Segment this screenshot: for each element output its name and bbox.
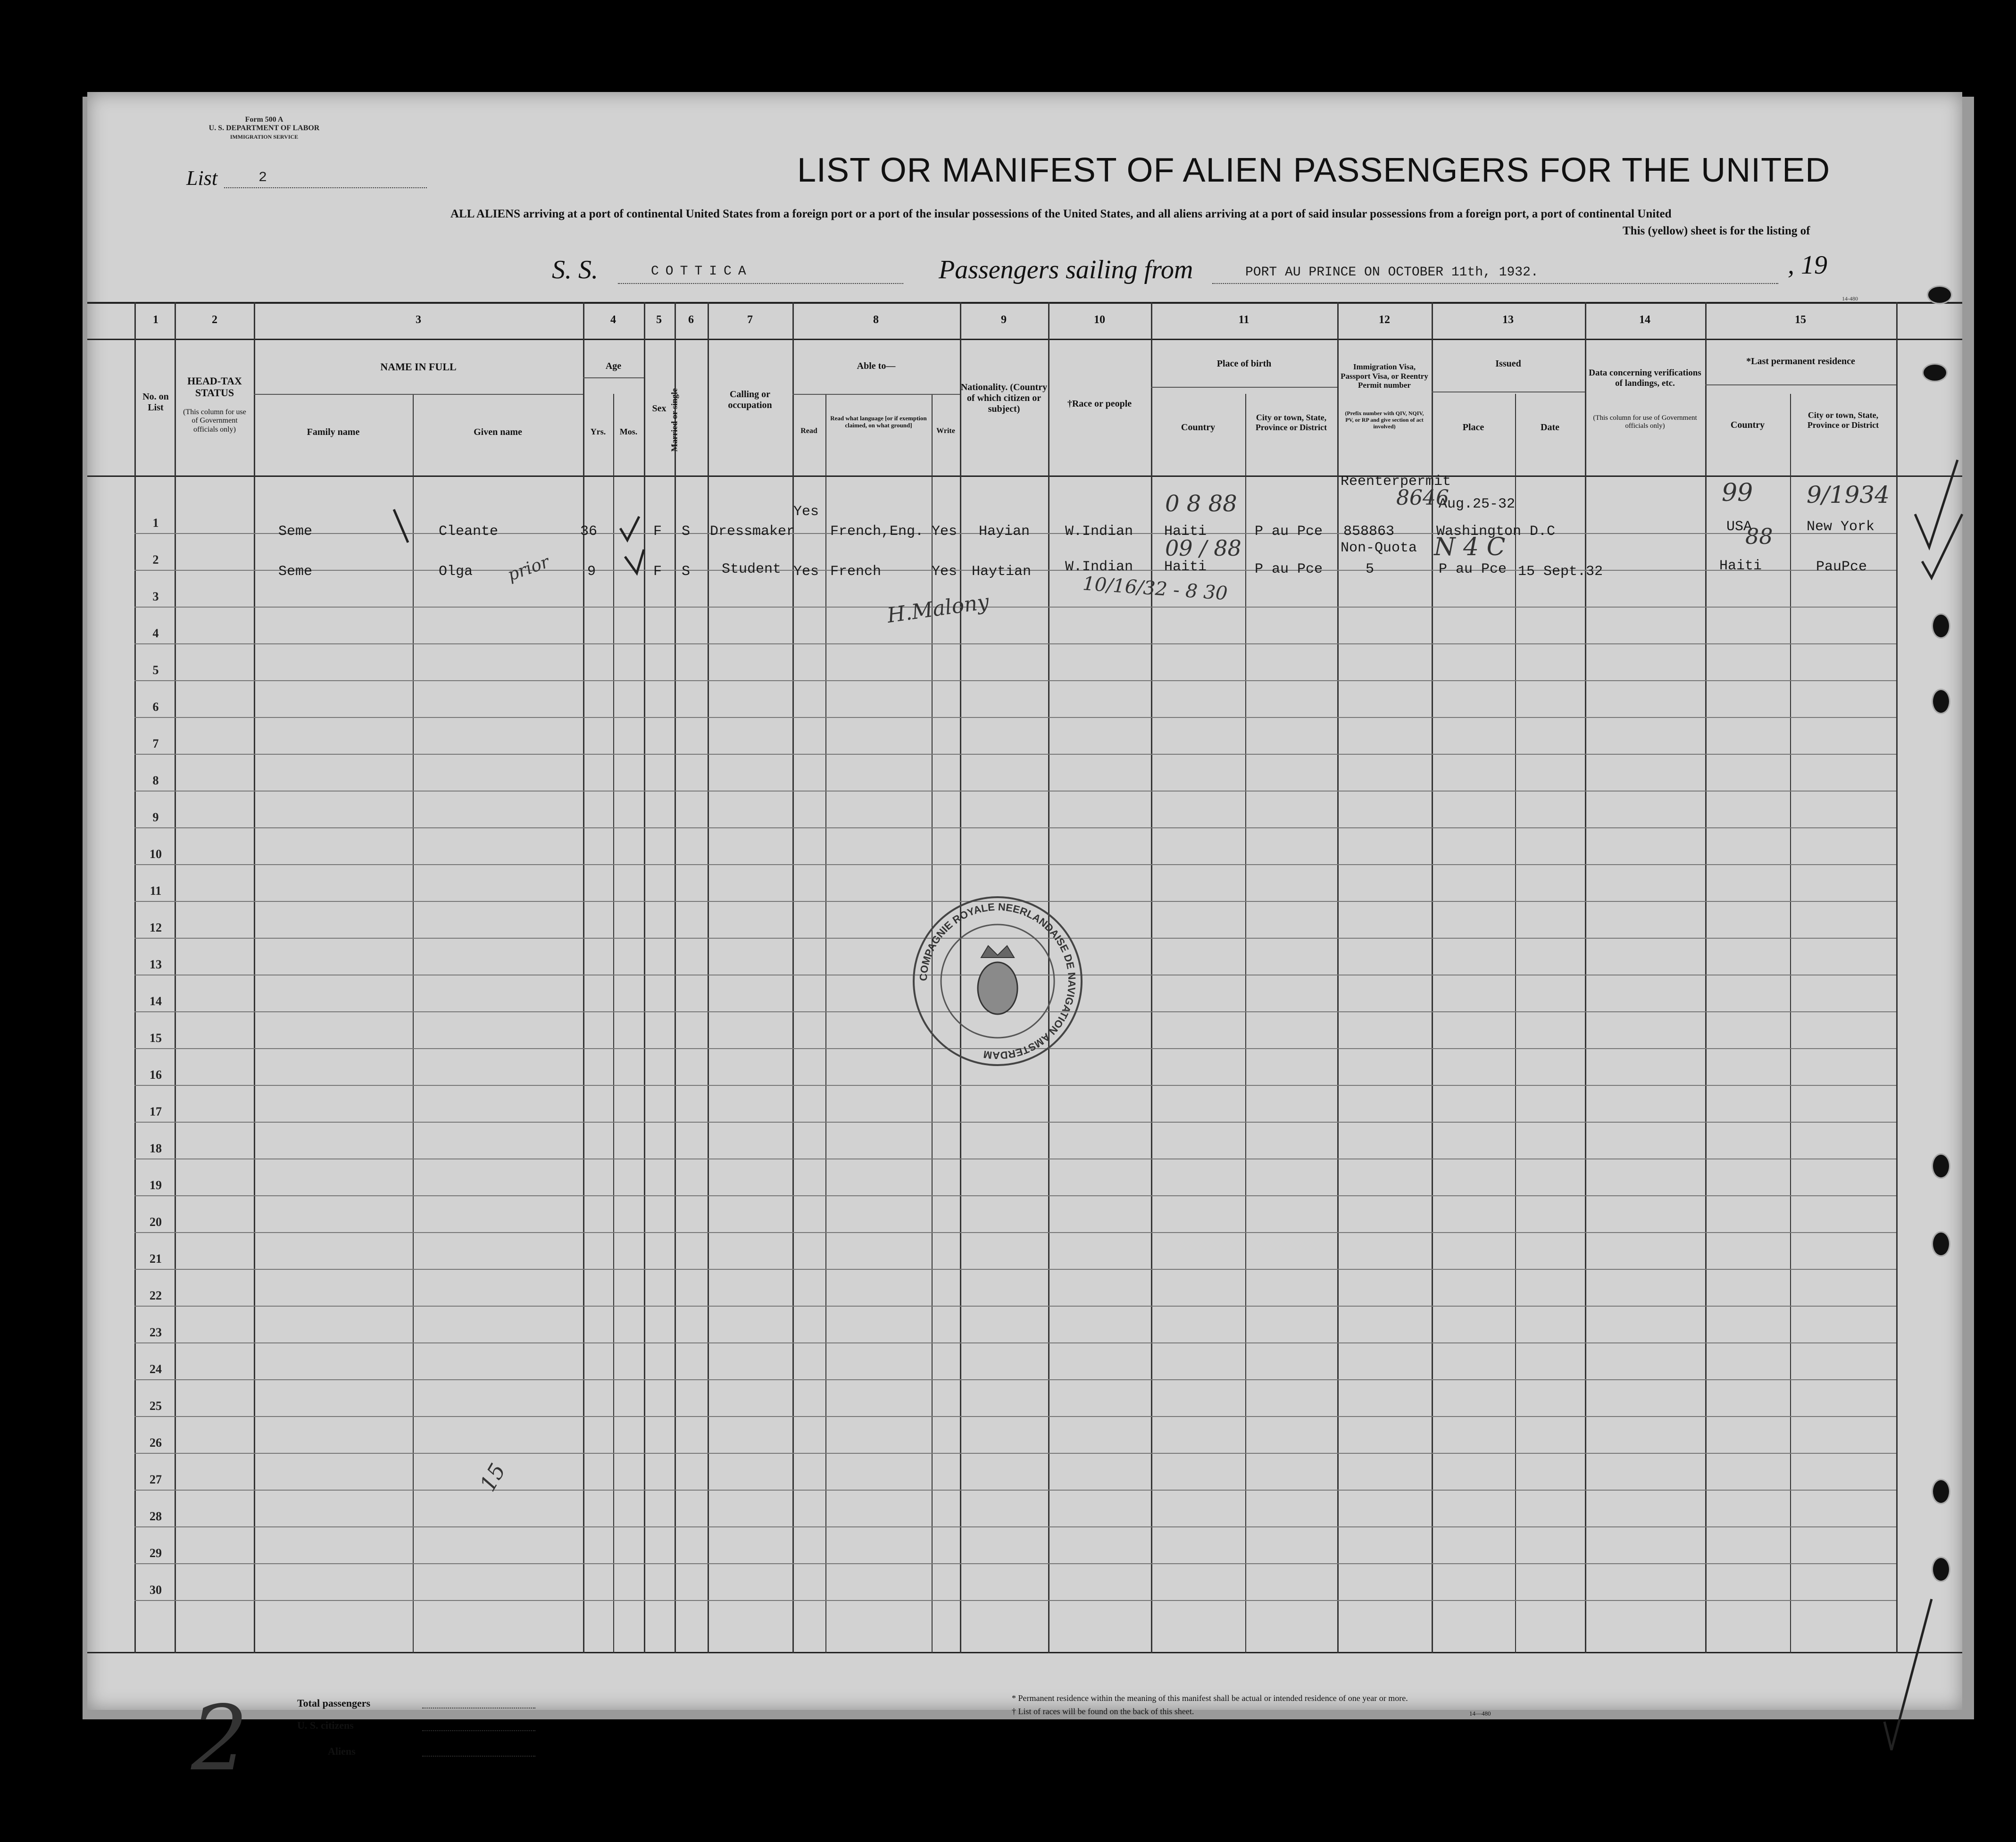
tick-mark: [625, 550, 644, 573]
p1-issued-place: Washington D.C: [1436, 524, 1556, 540]
binder-hole: [1932, 1231, 1950, 1257]
p2-write: Yes: [932, 564, 958, 580]
p2-read: Yes: [793, 564, 819, 580]
column-number: 1: [153, 314, 158, 326]
hdr-head-tax-note: (This column for use of Government officials only): [183, 408, 246, 433]
column-number: 14: [1639, 314, 1650, 326]
p1-issued-date: Aug.25-32: [1439, 496, 1516, 512]
ss-label: S. S.: [552, 255, 598, 284]
footer-aliens-label: Aliens: [328, 1745, 356, 1757]
p1-visa: 858863: [1343, 524, 1395, 540]
row-number: 3: [152, 590, 159, 603]
row-number: 15: [150, 1031, 162, 1045]
footer-citizens-line: [422, 1730, 535, 1731]
hdr-visa: Immigration Visa, Passport Visa, or Reentry Permit number: [1341, 362, 1428, 390]
row-number: 14: [150, 994, 162, 1008]
footnote-races: † List of races will be found on the back of this sheet.: [1012, 1707, 1194, 1716]
row-number: 4: [152, 626, 159, 640]
tick-mark: [394, 509, 408, 542]
p1-sex: F: [653, 524, 662, 540]
column-number: 15: [1795, 314, 1806, 326]
p1-visa-top: Reenterpermit: [1341, 474, 1451, 490]
hdr-res-country: Country: [1730, 420, 1765, 430]
binder-hole: [1932, 1557, 1950, 1582]
p2-res-country: Haiti: [1719, 558, 1762, 574]
p1-birth-country: Haiti: [1164, 524, 1207, 540]
column-number: 10: [1094, 314, 1105, 326]
handwritten-total: 2: [191, 1686, 248, 1791]
p2-read-lang: French: [830, 564, 882, 580]
hdr-read: Read: [800, 427, 817, 435]
hdr-race: †Race or people: [1067, 399, 1132, 409]
p1-read: Yes: [793, 504, 819, 520]
binder-hole: [1922, 363, 1948, 382]
column-number: 3: [416, 314, 421, 326]
row-number: 16: [150, 1068, 162, 1082]
hdr-yrs: Yrs.: [590, 427, 606, 436]
list-label: List: [186, 167, 218, 190]
p2-issued-date: 15 Sept.32: [1518, 564, 1603, 580]
hdr-mos: Mos.: [619, 427, 638, 436]
p2-given: Olga: [439, 564, 473, 580]
check-mark: [1915, 460, 1958, 547]
hdr-able-to: Able to—: [857, 361, 896, 371]
sailing-label: Passengers sailing from: [939, 255, 1193, 284]
p2-occupation: Student: [722, 561, 782, 577]
p2-nationality: Haytian: [972, 564, 1032, 580]
column-number: 6: [688, 314, 694, 326]
column-number: 13: [1502, 314, 1514, 326]
column-number: 8: [873, 314, 879, 326]
row-number: 28: [150, 1509, 162, 1523]
hdr-place-of-birth: Place of birth: [1216, 358, 1272, 369]
p1-family: Seme: [278, 524, 313, 540]
row-number: 7: [152, 737, 159, 750]
hdr-issued-date: Date: [1541, 422, 1559, 433]
hdr-verifications: Data concerning verifications of landings, etc.: [1589, 368, 1701, 388]
column-number: 2: [212, 314, 217, 326]
p2-visa: 5: [1366, 561, 1375, 577]
row-number: 30: [150, 1583, 162, 1597]
hdr-head-tax: HEAD-TAX STATUS: [187, 375, 242, 399]
p2-issued-place: P au Pce: [1439, 561, 1507, 577]
row-number: 10: [150, 847, 162, 861]
p1-birth-city: P au Pce: [1255, 524, 1323, 540]
corner-code: 14-480: [1842, 295, 1858, 302]
handwritten-note: 09 / 88: [1165, 535, 1241, 561]
form-number-text: Form 500 A: [245, 116, 283, 124]
tick-mark: [620, 517, 639, 540]
row-number: 13: [150, 958, 162, 971]
hdr-sex: Sex: [652, 403, 666, 414]
hdr-family-name: Family name: [307, 427, 360, 437]
p2-family: Seme: [278, 564, 313, 580]
hdr-write: Write: [936, 427, 955, 435]
row-number: 1: [152, 516, 159, 530]
row-number: 24: [150, 1362, 162, 1376]
binder-hole: [1927, 285, 1952, 304]
row-number: 19: [150, 1178, 162, 1192]
hdr-calling: Calling or occupation: [728, 389, 772, 410]
p2-sex: F: [653, 564, 662, 580]
hdr-age: Age: [605, 361, 622, 371]
p1-read-lang: French,Eng.: [830, 524, 924, 540]
column-number: 7: [747, 314, 753, 326]
list-number: 2: [258, 170, 267, 186]
hdr-verifications-note: (This column for use of Government officials only): [1593, 414, 1697, 430]
p2-race: W.Indian: [1065, 559, 1133, 575]
year-label: , 19: [1788, 250, 1827, 280]
column-number: 5: [656, 314, 662, 326]
binder-hole: [1932, 613, 1950, 639]
p1-res-city: New York: [1807, 519, 1875, 535]
column-number: 4: [610, 314, 616, 326]
hdr-read-lang: Read what language [or if exemption claimed, on what ground]: [830, 415, 927, 429]
handwritten-note: 15: [475, 1459, 511, 1496]
row-number: 12: [150, 921, 162, 934]
hdr-visa-note: (Prefix number with QIV, NQIV, PV, or RP and give section of act involved): [1345, 410, 1424, 430]
handwritten-signature: H.Malony: [885, 590, 991, 628]
row-number: 9: [152, 810, 159, 824]
stamp-ring-text: COMPAGNIE ROYALE NEERLANDAISE DE NAVIGATION AMSTERDAM: [917, 900, 1078, 1062]
p2-visa-top: Non-Quota: [1341, 540, 1417, 556]
hdr-nationality: Nationality. (Country of which citizen or subject): [960, 382, 1048, 414]
handwritten-note: 9/1934: [1807, 481, 1890, 508]
column-number: 11: [1238, 314, 1250, 326]
binder-hole: [1932, 1153, 1950, 1179]
row-number: 20: [150, 1215, 162, 1229]
row-number: 29: [150, 1546, 162, 1560]
hdr-given-name: Given name: [474, 427, 522, 437]
column-number: 9: [1001, 314, 1007, 326]
sailing-from: PORT AU PRINCE ON OCTOBER 11th, 1932.: [1245, 265, 1539, 280]
p2-res-city: PauPce: [1816, 559, 1867, 575]
handwritten-note: 10/16/32 - 8 30: [1082, 573, 1228, 605]
p1-yrs: 36: [580, 524, 598, 540]
binder-hole: [1932, 1479, 1950, 1504]
handwritten-note: 8646: [1396, 486, 1449, 510]
p1-given: Cleante: [439, 524, 499, 540]
subtitle-line-2: This (yellow) sheet is for the listing of: [1623, 225, 1810, 237]
handwritten-note: 88: [1745, 524, 1773, 549]
footer-aliens-line: [422, 1756, 535, 1757]
footer-total-line: [422, 1708, 535, 1709]
footer-total-label: Total passengers: [297, 1697, 371, 1709]
row-number: 5: [152, 663, 159, 677]
column-number: 12: [1379, 314, 1390, 326]
row-number: 11: [150, 884, 162, 898]
hdr-married: Married or single: [669, 388, 679, 452]
hdr-last-residence: *Last permanent residence: [1746, 356, 1855, 367]
check-mark: [1884, 1599, 1932, 1750]
row-number: 26: [150, 1436, 162, 1450]
p2-married: S: [682, 564, 691, 580]
handwritten-note: 99: [1722, 479, 1753, 507]
page-title: LIST OR MANIFEST OF ALIEN PASSENGERS FOR THE UNITED: [797, 151, 1831, 189]
hdr-res-city: City or town, State, Province or District: [1807, 410, 1879, 430]
hdr-birth-city: City or town, State, Province or District: [1255, 413, 1327, 432]
p1-occupation: Dressmaker: [710, 524, 795, 540]
p1-married: S: [682, 524, 691, 540]
p2-birth-country: Haiti: [1164, 559, 1207, 575]
row-number: 18: [150, 1142, 162, 1155]
hdr-name-in-full: NAME IN FULL: [380, 361, 457, 373]
p1-nationality: Hayian: [979, 524, 1030, 540]
service-text: IMMIGRATION SERVICE: [230, 133, 299, 140]
department-text: U. S. DEPARTMENT OF LABOR: [208, 124, 320, 132]
row-number: 22: [150, 1289, 162, 1302]
p1-res-country: USA: [1726, 519, 1752, 535]
p2-birth-city: P au Pce: [1255, 561, 1323, 577]
footer-citizens-label: U. S. citizens: [297, 1719, 354, 1731]
handwritten-note: N 4 C: [1434, 533, 1506, 561]
binder-hole: [1932, 689, 1950, 714]
row-number: 21: [150, 1252, 162, 1266]
row-number: 6: [152, 700, 159, 714]
ship-name: COTTICA: [651, 264, 753, 279]
row-number: 27: [150, 1473, 162, 1486]
p1-race: W.Indian: [1065, 524, 1133, 540]
p1-write: Yes: [932, 524, 958, 540]
hdr-no-on-list: No. on List: [142, 392, 169, 413]
hdr-issued: Issued: [1495, 358, 1521, 369]
handwritten-note: prior: [505, 552, 552, 585]
p2-yrs: 9: [587, 564, 596, 580]
footnote-residence: * Permanent residence within the meaning of this manifest shall be actual or intended residence of one year or more.: [1012, 1693, 1408, 1703]
row-number: 8: [152, 774, 159, 787]
hdr-issued-place: Place: [1462, 422, 1484, 433]
row-number: 17: [150, 1105, 162, 1118]
hdr-birth-country: Country: [1181, 422, 1216, 433]
ship-company-stamp: [910, 894, 1085, 1068]
row-number: 25: [150, 1399, 162, 1413]
footer-code: 14—480: [1469, 1710, 1491, 1717]
row-number: 23: [150, 1325, 162, 1339]
handwritten-note: 0 8 88: [1165, 491, 1237, 517]
row-number: 2: [152, 553, 159, 567]
subtitle-line-1: ALL ALIENS arriving at a port of continental United States from a foreign port or a port of the insular possessions of the United States, and all aliens arriving at a port of said insular possessions from a foreign port, a port of continental United: [450, 208, 1672, 220]
